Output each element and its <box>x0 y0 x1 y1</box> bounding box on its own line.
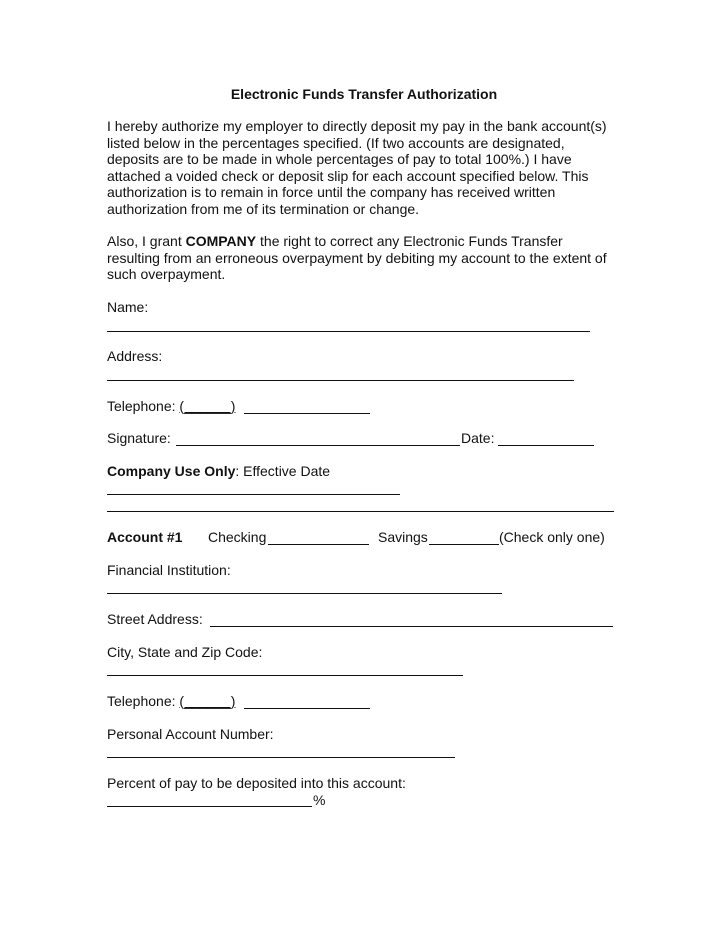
intro-line: authorization from me of its termination or change. <box>107 200 420 217</box>
savings-label: Savings <box>378 529 428 545</box>
financial-institution-label: Financial Institution: <box>107 562 231 578</box>
account-telephone-label: Telephone: <box>107 693 180 709</box>
percent-label: Percent of pay to be deposited into this account: <box>107 775 406 791</box>
form-title: Electronic Funds Transfer Authorization <box>230 86 498 102</box>
company-use-divider <box>107 511 614 512</box>
also-line: resulting from an erroneous overpayment by debiting my account to the extent of <box>107 249 607 266</box>
intro-line: deposits are to be made in whole percentages of pay to total 100%.) I have <box>107 151 572 167</box>
company-use-row <box>107 463 330 480</box>
company-use-label: Company Use Only <box>107 463 236 479</box>
city-state-zip-label: City, State and Zip Code: <box>107 644 263 660</box>
account-heading: Account #1 <box>107 529 183 545</box>
personal-account-label: Personal Account Number: <box>107 726 274 742</box>
telephone-area-code[interactable]: (______) <box>179 398 236 414</box>
company-name: COMPANY <box>185 233 257 249</box>
account-telephone-row <box>107 693 235 710</box>
check-only-one-note: (Check only one) <box>499 529 605 545</box>
savings-field[interactable] <box>429 544 499 545</box>
checking-label: Checking <box>208 529 267 545</box>
date-label: Date: <box>461 430 495 446</box>
date-field[interactable] <box>498 445 594 446</box>
city-state-zip-field[interactable] <box>107 675 463 676</box>
telephone-label: Telephone: <box>107 398 180 414</box>
percent-sign: % <box>313 792 326 808</box>
also-prefix: Also, I grant <box>107 233 186 249</box>
account-telephone-number-field[interactable] <box>244 708 370 709</box>
name-field[interactable] <box>107 331 590 332</box>
effective-date-field[interactable] <box>107 494 400 495</box>
signature-field[interactable] <box>176 445 460 446</box>
effective-date-label: : Effective Date <box>235 463 331 479</box>
overpayment-paragraph <box>107 233 627 283</box>
account-telephone-area-code[interactable]: (______) <box>179 693 236 709</box>
intro-line: attached a voided check or deposit slip for each account specified below. This <box>107 167 589 184</box>
intro-paragraph <box>107 118 627 217</box>
address-label: Address: <box>107 348 163 364</box>
telephone-number-field[interactable] <box>244 413 370 414</box>
intro-line: I hereby authorize my employer to directly deposit my pay in the bank account(s) <box>107 118 607 134</box>
signature-label: Signature: <box>107 430 171 446</box>
also-line: such overpayment. <box>107 266 226 282</box>
percent-field[interactable] <box>107 806 312 807</box>
personal-account-field[interactable] <box>107 757 455 758</box>
address-field[interactable] <box>107 380 574 381</box>
street-address-field[interactable] <box>210 626 613 627</box>
intro-line: listed below in the percentages specified. (If two accounts are designated, <box>107 134 565 151</box>
street-address-label: Street Address: <box>107 611 203 627</box>
financial-institution-field[interactable] <box>107 593 502 594</box>
name-label: Name: <box>107 299 149 315</box>
checking-field[interactable] <box>268 544 369 545</box>
intro-line: authorization is to remain in force until the company has received written <box>107 184 556 200</box>
also-suffix: the right to correct any Electronic Funds Transfer <box>256 233 563 249</box>
telephone-row <box>107 398 235 415</box>
